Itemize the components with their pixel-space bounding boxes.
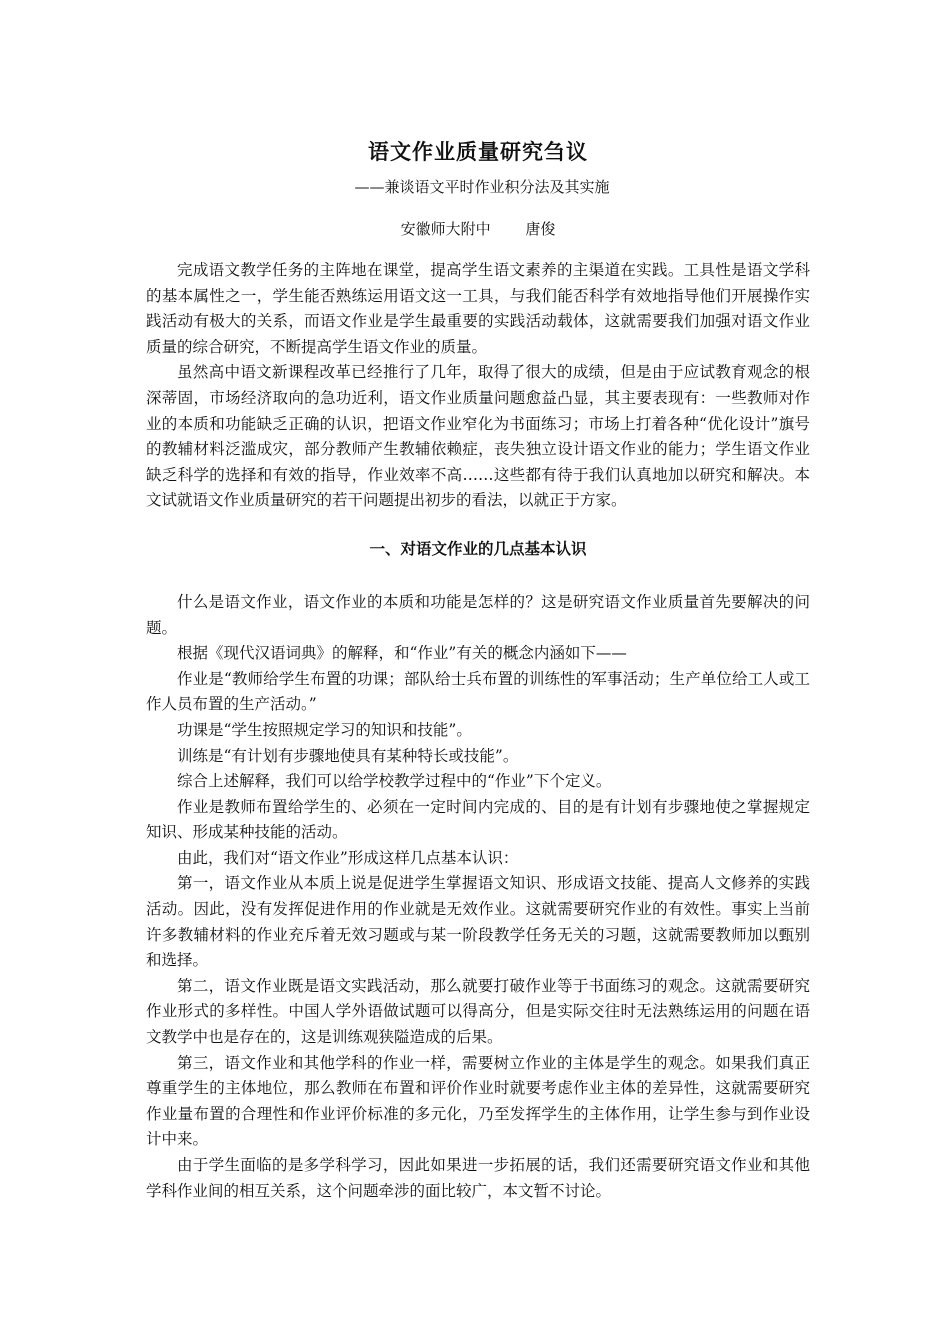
document-title: 语文作业质量研究刍议: [368, 139, 588, 164]
body-paragraph: 综合上述解释，我们可以给学校教学过程中的“作业”下个定义。: [177, 772, 612, 791]
body-paragraph: 根据《现代汉语词典》的解释，和“作业”有关的概念内涵如下——: [177, 644, 627, 663]
document-page: [146, 138, 810, 1204]
body-paragraph: 作业是教师布置给学生的、必须在一定时间内完成的、目的是有计划有步骤地使之掌握规定知识、形成某种技能的活动。: [146, 797, 810, 842]
body-paragraph: 训练是“有计划有步骤地使具有某种特长或技能”。: [177, 746, 519, 765]
document-subtitle: ——兼谈语文平时作业积分法及其实施: [354, 178, 610, 196]
author-affiliation: 安徽师大附中: [400, 220, 491, 238]
body-paragraph: 什么是语文作业，语文作业的本质和功能是怎样的？这是研究语文作业质量首先要解决的问题。: [146, 592, 810, 637]
body-paragraph: 作业是“教师给学生布置的功课；部队给士兵布置的训练性的军事活动；生产单位给工人或工作人员布置的生产活动。”: [146, 669, 810, 714]
body-paragraph: 第二，语文作业既是语文实践活动，那么就要打破作业等于书面练习的观念。这就需要研究作业形式的多样性。中国人学外语做试题可以得高分，但是实际交往时无法熟练运用的问题在语文教学中也是存在的，这是训练观狭隘造成的后果。: [146, 976, 810, 1047]
body-paragraph: 第三，语文作业和其他学科的作业一样，需要树立作业的主体是学生的观念。如果我们真正尊重学生的主体地位，那么教师在布置和评价作业时就要考虑作业主体的差异性，这就需要研究作业量布置的合理性和作业评价标准的多元化，乃至发挥学生的主体作用，让学生参与到作业设计中来。: [146, 1053, 810, 1149]
intro-paragraph: 虽然高中语文新课程改革已经推行了几年，取得了很大的成绩，但是由于应试教育观念的根深蒂固，市场经济取向的急功近利，语文作业质量问题愈益凸显，其主要表现有：一些教师对作业的本质和功能缺乏正确的认识，把语文作业窄化为书面练习；市场上打着各种“优化设计”旗号的教辅材料泛滥成灾，部分教师产生教辅依赖症，丧失独立设计语文作业的能力；学生语文作业缺乏科学的选择和有效的指导，作业效率不高……这些都有待于我们认真地加以研究和解决。本文试就语文作业质量研究的若干问题提出初步的看法，以就正于方家。: [146, 363, 810, 510]
body-paragraph: 第一，语文作业从本质上说是促进学生掌握语文知识、形成语文技能、提高人文修养的实践活动。因此，没有发挥促进作用的作业就是无效作业。这就需要研究作业的有效性。事实上当前许多教辅材料的作业充斥着无效习题或与某一阶段教学任务无关的习题，这就需要教师加以甄别和选择。: [146, 874, 810, 970]
section-heading: 一、对语文作业的几点基本认识: [369, 538, 587, 558]
author-name: 唐俊: [525, 220, 556, 238]
author-line: [146, 218, 810, 240]
body-paragraph: 由于学生面临的是多学科学习，因此如果进一步拓展的话，我们还需要研究语文作业和其他学科作业间的相互关系，这个问题牵涉的面比较广，本文暂不讨论。: [146, 1156, 810, 1200]
body-paragraph: 功课是“学生按照规定学习的知识和技能”。: [177, 720, 472, 739]
intro-paragraph: 完成语文教学任务的主阵地在课堂，提高学生语文素养的主渠道在实践。工具性是语文学科的基本属性之一，学生能否熟练运用语文这一工具，与我们能否科学有效地指导他们开展操作实践活动有极大的关系，而语文作业是学生最重要的实践活动载体，这就需要我们加强对语文作业质量的综合研究，不断提高学生语文作业的质量。: [146, 261, 810, 356]
body-paragraph: 由此，我们对“语文作业”形成这样几点基本认识：: [177, 848, 519, 867]
